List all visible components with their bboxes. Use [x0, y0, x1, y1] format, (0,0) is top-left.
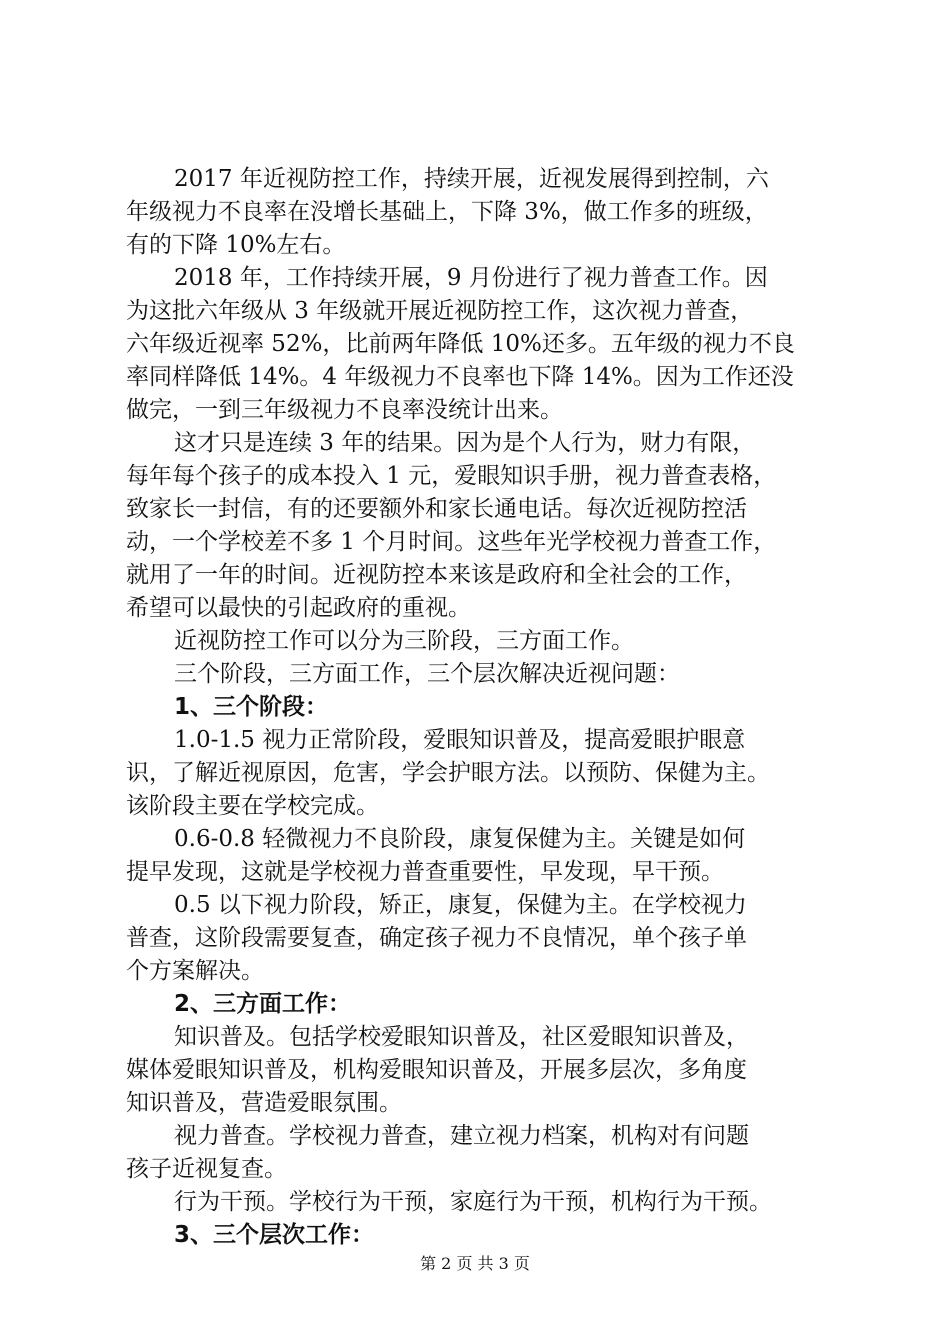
section-heading [126, 691, 836, 724]
paragraph-line: 提早发现，这就是学校视力普查重要性，早发现，早干预。 [126, 859, 724, 885]
paragraph-line: 0.5 以下视力阶段，矫正，康复，保健为主。在学校视力 [174, 892, 747, 918]
paragraph-line: 2017 年近视防控工作，持续开展，近视发展得到控制，六 [174, 166, 769, 192]
paragraph-line: 年级视力不良率在没增长基础上，下降 3%，做工作多的班级， [126, 199, 768, 225]
paragraph-line: 六年级近视率 52%，比前两年降低 10%还多。五年级的视力不良 [126, 331, 795, 357]
paragraph [126, 658, 836, 691]
paragraph-line: 2018 年，工作持续开展，9 月份进行了视力普查工作。因 [174, 265, 768, 291]
paragraph [126, 262, 836, 427]
paragraph-line: 个方案解决。 [126, 958, 264, 984]
page-footer: 第 2 页 共 3 页 [420, 1254, 530, 1273]
paragraph-line: 行为干预。学校行为干预，家庭行为干预，机构行为干预。 [174, 1189, 772, 1215]
paragraph-line: 致家长一封信，有的还要额外和家长通电话。每次近视防控活 [126, 496, 747, 522]
paragraph-line: 知识普及。包括学校爱眼知识普及，社区爱眼知识普及， [174, 1024, 749, 1050]
paragraph-line: 有的下降 10%左右。 [126, 232, 346, 258]
paragraph [126, 1120, 836, 1186]
paragraph-line: 该阶段主要在学校完成。 [126, 793, 379, 819]
heading-text: 2、三方面工作： [174, 991, 352, 1017]
section-heading [126, 988, 836, 1021]
paragraph-line: 这才只是连续 3 年的结果。因为是个人行为，财力有限， [174, 430, 756, 456]
paragraph-line: 1.0-1.5 视力正常阶段，爱眼知识普及，提高爱眼护眼意 [174, 727, 746, 753]
section-heading [126, 1219, 836, 1252]
paragraph-line: 近视防控工作可以分为三阶段，三方面工作。 [174, 628, 634, 654]
paragraph-line: 识，了解近视原因，危害，学会护眼方法。以预防、保健为主。 [126, 760, 770, 786]
paragraph [126, 427, 836, 625]
paragraph [126, 625, 836, 658]
paragraph-line: 知识普及，营造爱眼氛围。 [126, 1090, 402, 1116]
paragraph-line: 孩子近视复查。 [126, 1156, 287, 1182]
paragraph-line: 做完，一到三年级视力不良率没统计出来。 [126, 397, 563, 423]
paragraph-line: 三个阶段，三方面工作，三个层次解决近视问题： [174, 661, 680, 687]
paragraph-line: 0.6-0.8 轻微视力不良阶段，康复保健为主。关键是如何 [174, 826, 746, 852]
paragraph [126, 163, 836, 262]
heading-text: 3、三个层次工作： [174, 1222, 375, 1248]
document-body [126, 163, 836, 1252]
paragraph-line: 率同样降低 14%。4 年级视力不良率也下降 14%。因为工作还没 [126, 364, 794, 390]
paragraph [126, 823, 836, 889]
paragraph-line: 媒体爱眼知识普及，机构爱眼知识普及，开展多层次，多角度 [126, 1057, 747, 1083]
heading-text: 1、三个阶段： [174, 694, 329, 720]
paragraph [126, 1021, 836, 1120]
paragraph-line: 为这批六年级从 3 年级就开展近视防控工作，这次视力普查， [126, 298, 754, 324]
paragraph-line: 视力普查。学校视力普查，建立视力档案，机构对有问题 [174, 1123, 749, 1149]
paragraph-line: 希望可以最快的引起政府的重视。 [126, 595, 471, 621]
paragraph [126, 724, 836, 823]
paragraph-line: 普查，这阶段需要复查，确定孩子视力不良情况，单个孩子单 [126, 925, 747, 951]
paragraph-line: 就用了一年的时间。近视防控本来该是政府和全社会的工作， [126, 562, 747, 588]
paragraph-line: 每年每个孩子的成本投入 1 元，爱眼知识手册，视力普查表格， [126, 463, 777, 489]
paragraph [126, 1186, 836, 1219]
paragraph [126, 889, 836, 988]
paragraph-line: 动，一个学校差不多 1 个月时间。这些年光学校视力普查工作， [126, 529, 777, 555]
